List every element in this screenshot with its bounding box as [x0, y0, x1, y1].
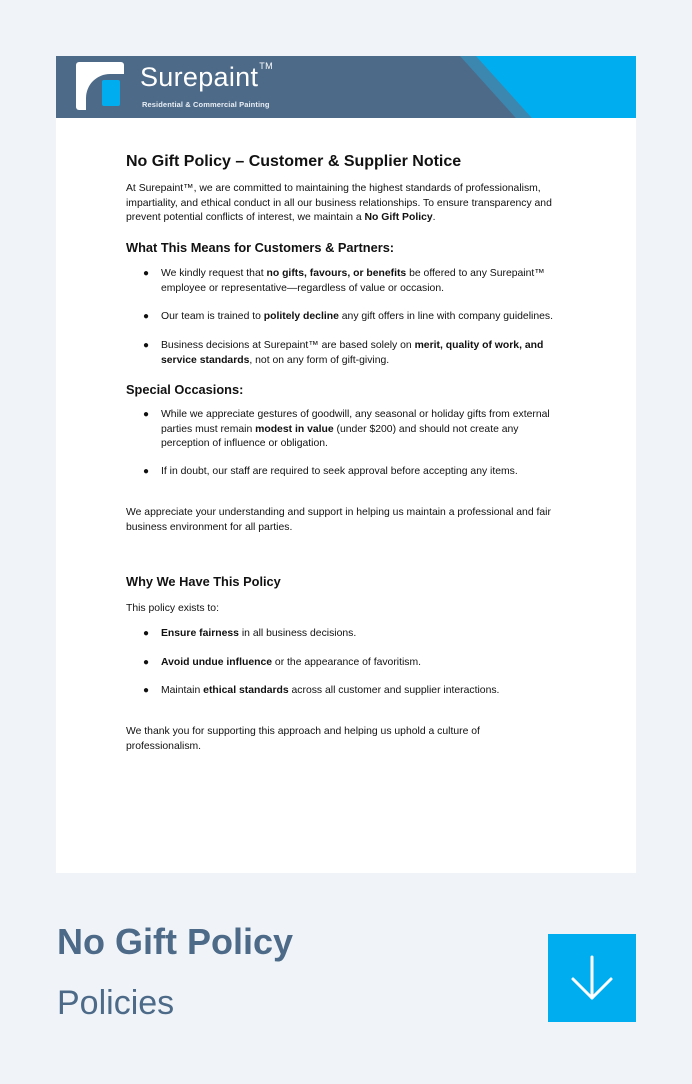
list-item: ● Ensure fairness in all business decisions. — [143, 628, 357, 639]
document-preview[interactable] — [56, 56, 636, 873]
section-heading-customers: What This Means for Customers & Partners: — [126, 240, 395, 255]
list-item: ● We kindly request that no gifts, favours, or benefits be offered to any Surepaint™ employee or representative—regardless of value or occasion. — [143, 268, 545, 294]
list-item: ● Our team is trained to politely decline any gift offers in line with company guidelines. — [143, 311, 553, 322]
list-item: ● While we appreciate gestures of goodwill, any seasonal or holiday gifts from external parties must remain modest in value (under $200) and should not create any perception of influence or obligation. — [143, 409, 550, 449]
document-title: No Gift Policy – Customer & Supplier Notice — [126, 153, 462, 170]
card-title[interactable]: No Gift Policy — [57, 921, 294, 962]
list-item: ● If in doubt, our staff are required to seek approval before accepting any items. — [143, 466, 518, 477]
list-item: ● Maintain ethical standards across all customer and supplier interactions. — [143, 685, 500, 696]
section-heading-occasions: Special Occasions: — [126, 382, 244, 397]
appreciation-paragraph: We appreciate your understanding and support in helping us maintain a professional and fair business environment for all parties. — [126, 507, 551, 533]
arrow-down-icon — [570, 954, 614, 1002]
intro-paragraph: At Surepaint™, we are committed to maintaining the highest standards of professionalism, impartiality, and ethical conduct in all our business relationships. To ensure transparency and prevent potential conflicts of interest, we maintain a No Gift Policy. — [126, 183, 552, 223]
download-button[interactable] — [548, 934, 636, 1022]
surepaint-logo-icon — [76, 62, 124, 110]
list-item: ● Avoid undue influence or the appearance of favoritism. — [143, 657, 422, 668]
card-category: Policies — [57, 984, 175, 1022]
why-lead: This policy exists to: — [126, 603, 219, 614]
section-heading-why: Why We Have This Policy — [126, 574, 281, 589]
brand-name: Surepaint™ — [140, 61, 273, 92]
brand-tagline: Residential & Commercial Painting — [142, 100, 270, 109]
document-header-banner — [56, 56, 636, 118]
closing-paragraph: We thank you for supporting this approach and helping us uphold a culture of professionalism. — [126, 726, 480, 752]
list-item: ● Business decisions at Surepaint™ are based solely on merit, quality of work, and service standards, not on any form of gift-giving. — [143, 340, 544, 366]
